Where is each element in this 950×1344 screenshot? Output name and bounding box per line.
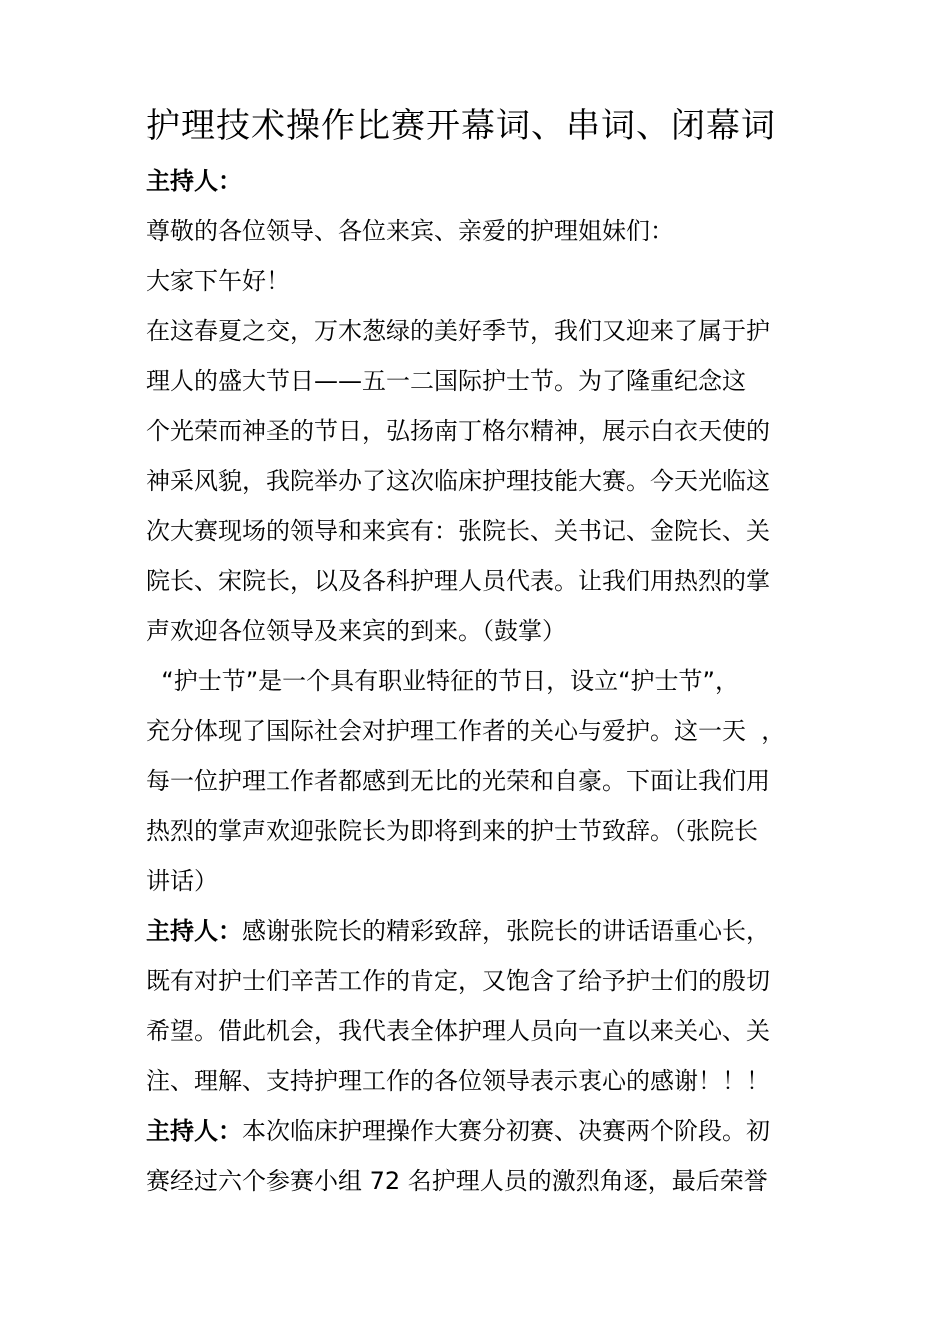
host-paragraph xyxy=(146,906,806,956)
document-body xyxy=(146,156,806,1206)
paragraph-line: 次大赛现场的领导和来宾有：张院长、关书记、金院长、关 xyxy=(146,517,770,545)
paragraph-line: 充分体现了国际社会对护理工作者的关心与爱护。这一天 ， xyxy=(146,717,786,745)
paragraph-line: 每一位护理工作者都感到无比的光荣和自豪。下面让我们用 xyxy=(146,767,770,795)
paragraph-line: 希望。借此机会，我代表全体护理人员向一直以来关心、关 xyxy=(146,1017,770,1045)
document-title: 护理技术操作比赛开幕词、串词、闭幕词 xyxy=(146,106,776,146)
paragraph-line: 院长、宋院长，以及各科护理人员代表。让我们用热烈的掌 xyxy=(146,567,770,595)
paragraph-line: 热烈的掌声欢迎张院长为即将到来的护士节致辞。（张院长 xyxy=(146,817,758,845)
paragraph-line: 大家下午好！ xyxy=(146,267,290,295)
host-label: 主持人： xyxy=(146,917,242,945)
paragraph-line: 神采风貌，我院举办了这次临床护理技能大赛。今天光临这 xyxy=(146,467,770,495)
paragraph-text: 感谢张院长的精彩致辞，张院长的讲话语重心长， xyxy=(242,917,770,945)
paragraph-line: 赛经过六个参赛小组 72 名护理人员的激烈角逐，最后荣誉 xyxy=(146,1167,768,1195)
paragraph-line: 既有对护士们辛苦工作的肯定，又饱含了给予护士们的殷切 xyxy=(146,967,770,995)
paragraph-line: 声欢迎各位领导及来宾的到来。（鼓掌） xyxy=(146,617,566,645)
paragraph-line: 理人的盛大节日——五一二国际护士节。为了隆重纪念这 xyxy=(146,367,746,395)
paragraph-line: 尊敬的各位领导、各位来宾、亲爱的护理姐妹们： xyxy=(146,217,674,245)
host-label: 主持人： xyxy=(146,1117,242,1145)
paragraph-line: 在这春夏之交，万木葱绿的美好季节，我们又迎来了属于护 xyxy=(146,317,770,345)
host-label: 主持人： xyxy=(146,167,242,195)
host-paragraph xyxy=(146,1106,806,1156)
paragraph-text: 本次临床护理操作大赛分初赛、决赛两个阶段。初 xyxy=(242,1117,770,1145)
paragraph-line: 个光荣而神圣的节日，弘扬南丁格尔精神，展示白衣天使的 xyxy=(146,417,770,445)
paragraph-line: 注、理解、支持护理工作的各位领导表示衷心的感谢！！！ xyxy=(146,1067,770,1095)
paragraph-line: “护士节”是一个具有职业特征的节日，设立“护士节”， xyxy=(146,667,739,695)
paragraph-line: 讲话） xyxy=(146,867,218,895)
